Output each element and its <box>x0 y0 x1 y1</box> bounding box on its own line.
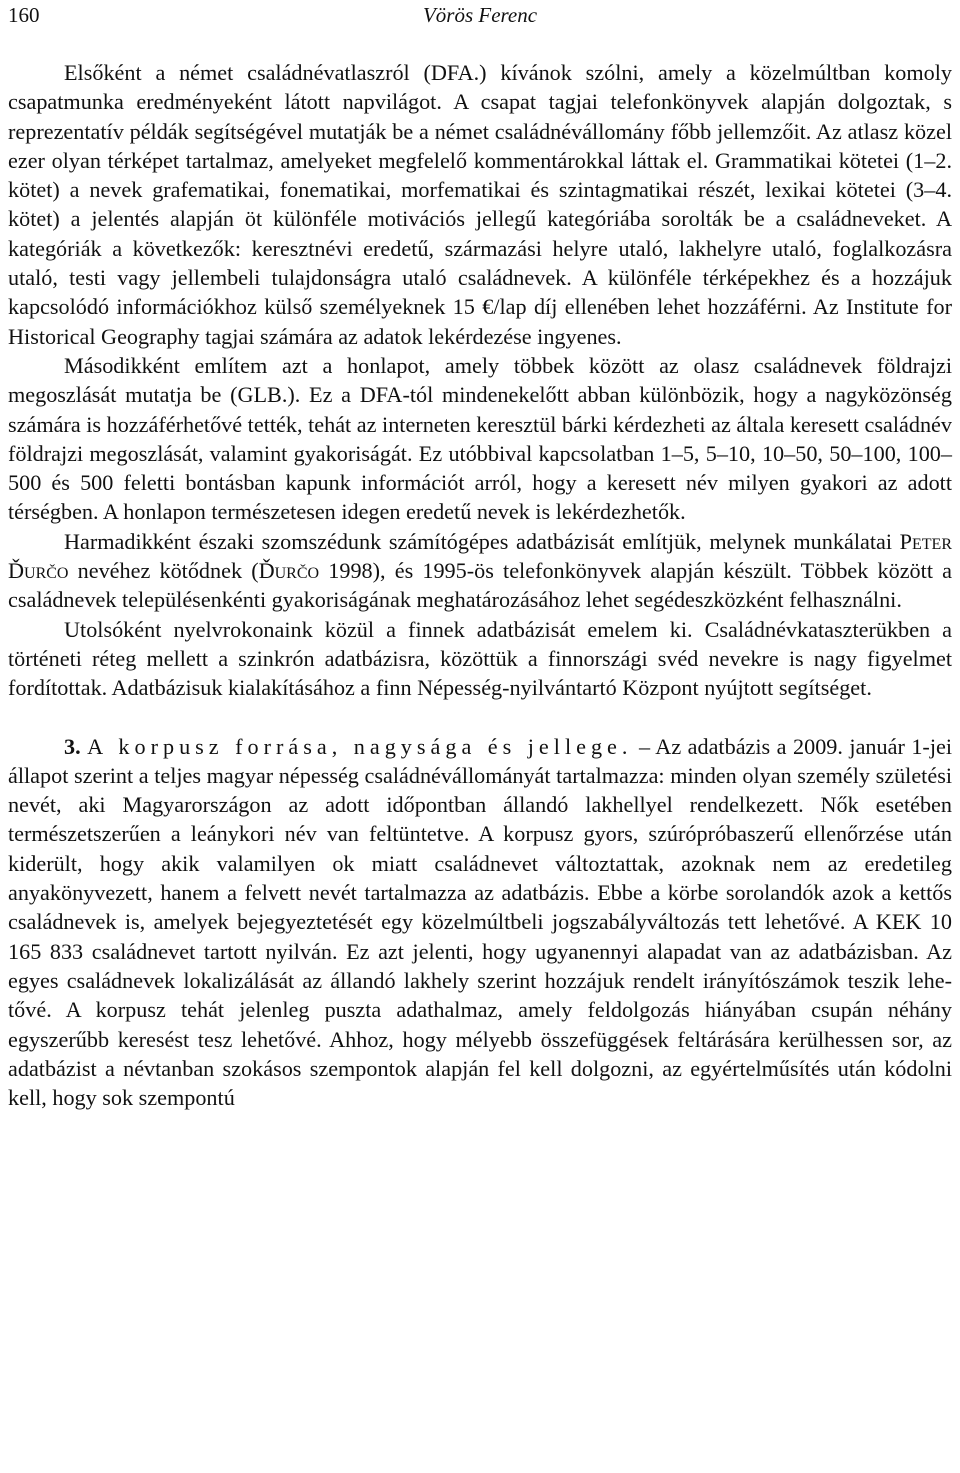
section-3-paragraph <box>8 732 952 1113</box>
running-title: Vörös Ferenc <box>422 3 538 27</box>
paragraph-slovak-database <box>8 527 952 615</box>
section-text: – Az adatbázis a 2009. január 1-jei állapot szerint a teljes magyar népesség családnévállományát tartalmazza: minden olyan személy születési nevét, aki Magyarországon az adott időpontban állandó lakhellyel rendelkezett. Nők esetében természetszerűen a leánykori név van feltüntetve. A korpusz gyors, szúrópróbaszerű ellenőrzése után kiderült, hogy akik valamilyen ok miatt családnevet változtattak, azoknak nem az eredetileg anyakönyvezett, hanem a felvett nevét tartalmazza az adatbázis. Ebbe a körbe sorolandók azok a kettős családnevek is, amelyek bejegyeztetését egy közelmúltbeli jogszabályváltozás tett lehetővé. A KEK 10 165 833 családnevet tartott nyilván. Ez azt jelenti, hogy ugyanennyi alapadat van az adatbázisban. Az egyes családnevek lokalizálását az állandó lakhely szerint hozzájuk rendelt irányítószámok teszik lehetővé. A korpusz tehát jelenleg puszta adathalmaz, amely feldolgozás hiányában csupán néhány egyszerűbb keresést tesz lehetővé. Ahhoz, hogy mélyebb összefüggések feltárására kerülhessen sor, az adatbázist a névtanban szokásos szempontok alapján fel kell dolgozni, az egyértelműsítés után kódolni kell, hogy sok szempontú <box>8 733 952 1111</box>
running-header <box>0 0 960 34</box>
paragraph-glb: Másodikként említem azt a honlapot, amely többek között az olasz családnevek földrajzi megoszlását mutatja be (GLB.). Ez a DFA-tól mindenekelőtt abban különbözik, hogy a nagyközönség számára is hozzáférhetővé tették, tehát az interneten keresztül bárki kérdezheti az általa keresett családnév földrajzi megoszlását, valamint gyakoriságát. Ez utóbbival kapcsolatban 1–5, 5–10, 10–50, 50–100, 100–500 és 500 feletti bontásban kapunk információt arról, hogy a keresett név milyen gyakori az adott térségben. A honlapon természetesen idegen eredetű nevek is lekérdezhetők. <box>8 352 952 525</box>
paragraph-text: Harmadikként északi szomszédunk számítógépes adatbázisát említjük, melynek munkálatai <box>64 528 900 554</box>
author-name: Peter Ďurčo <box>8 528 952 584</box>
paragraph-dfa: Elsőként a német családnévatlaszról (DFA.) kívánok szólni, amely a közelmúltban komoly csapatmunka eredményeként látott napvilágot. A csapat tagjai telefonkönyvek alapján dolgoztak, s reprezentatív példák segítségével mutatják be a német családnévállomány főbb jellemzőit. Az atlasz közel ezer olyan térképet tartalmaz, amelyeket megfelelő kommentárokkal láttak el. Grammatikai kötetei (1–2. kötet) a nevek grafematikai, fonematikai, morfematikai és szintagmatikai részét, lexikai kötetei (3–4. kötet) a jelentés alapján öt különféle motivációs jellegű kategóriába sorolták be a családneveket. A kategóriák a következők: keresztnévi eredetű, származási helyre utaló, lakhelyre utaló, foglalkozásra utaló, testi vagy jellembeli tulajdonságra utaló családnevek. A különféle térképekhez és a hozzájuk kapcsolódó információkhoz külső személyeknek 15 €/lap díj ellenében lehet hozzáférni. Az Institute for Historical Geography tagjai számára az adatok lekérdezése ingyenes. <box>8 60 952 349</box>
section-number: 3. <box>64 733 81 759</box>
citation-author: Ďurčo <box>258 558 320 584</box>
body-text <box>8 58 952 1112</box>
page-number: 160 <box>8 3 40 27</box>
paragraph-finnish-database: Utolsóként nyelvrokonaink közül a finnek adatbázisát emelem ki. Családnévkataszterükben a történeti réteg mellett a szinkrón adatbázisra, közöttük a finnországi svéd nevekre is nagy figyelmet fordítottak. Adatbázisuk kialakításához a finn Népesség-nyilvántartó Központ nyújtott segítséget. <box>8 616 952 701</box>
paragraph-text: nevéhez kötődnek ( <box>68 558 259 584</box>
section-title: A korpusz forrása, nagysága és jellege. <box>87 733 633 759</box>
paragraph-text: 1998), és 1995-ös telefonkönyvek alapján készült. Többek között a családnevek településenkénti gyakoriságának meghatározásához lehet segédeszközként felhasználni. <box>8 558 952 613</box>
